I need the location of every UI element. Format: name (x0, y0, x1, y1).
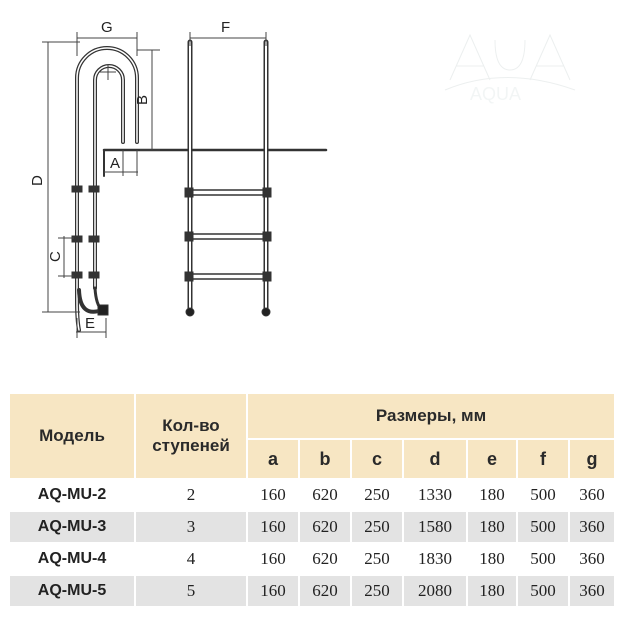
model-cell: AQ-MU-3 (9, 511, 135, 543)
dim-a: a (247, 439, 299, 479)
value-cell: 500 (517, 479, 569, 511)
steps-cell: 3 (135, 511, 247, 543)
label-b: B (134, 94, 151, 105)
value-cell: 250 (351, 511, 403, 543)
dim-b: b (299, 439, 351, 479)
label-e: E (85, 315, 96, 332)
model-cell: AQ-MU-4 (9, 543, 135, 575)
value-cell: 180 (467, 479, 517, 511)
value-cell: 1330 (403, 479, 467, 511)
header-row (9, 393, 615, 439)
label-a: A (110, 155, 121, 172)
svg-text:AQUA: AQUA (470, 84, 522, 104)
value-cell: 620 (299, 511, 351, 543)
model-cell: AQ-MU-2 (9, 479, 135, 511)
header-steps-text: Кол-во ступеней (152, 416, 230, 455)
label-c: C (47, 251, 64, 262)
value-cell: 160 (247, 543, 299, 575)
value-cell: 180 (467, 543, 517, 575)
value-cell: 1580 (403, 511, 467, 543)
steps-cell: 4 (135, 543, 247, 575)
dim-c: c (351, 439, 403, 479)
header-steps (135, 393, 247, 479)
value-cell: 180 (467, 511, 517, 543)
dim-f: f (517, 439, 569, 479)
header-model: Модель (9, 393, 135, 479)
value-cell: 2080 (403, 575, 467, 607)
value-cell: 360 (569, 575, 615, 607)
table-row (9, 543, 615, 575)
value-cell: 500 (517, 543, 569, 575)
value-cell: 160 (247, 511, 299, 543)
steps-cell: 2 (135, 479, 247, 511)
aqua-watermark (445, 35, 575, 104)
value-cell: 250 (351, 543, 403, 575)
dim-g: g (569, 439, 615, 479)
label-d: D (29, 175, 46, 186)
value-cell: 620 (299, 479, 351, 511)
value-cell: 500 (517, 575, 569, 607)
spec-table (8, 392, 616, 608)
side-dimensions (42, 32, 160, 338)
value-cell: 180 (467, 575, 517, 607)
value-cell: 1830 (403, 543, 467, 575)
value-cell: 620 (299, 575, 351, 607)
value-cell: 160 (247, 479, 299, 511)
value-cell: 360 (569, 543, 615, 575)
steps-cell: 5 (135, 575, 247, 607)
value-cell: 360 (569, 511, 615, 543)
side-view (72, 48, 326, 330)
front-view (185, 42, 271, 316)
label-g: G (101, 19, 113, 36)
label-f: F (221, 19, 231, 36)
value-cell: 360 (569, 479, 615, 511)
header-sizes: Размеры, мм (247, 393, 615, 439)
table-row (9, 479, 615, 511)
model-cell: AQ-MU-5 (9, 575, 135, 607)
value-cell: 250 (351, 479, 403, 511)
value-cell: 500 (517, 511, 569, 543)
table-row (9, 511, 615, 543)
dim-e: e (467, 439, 517, 479)
table-row (9, 575, 615, 607)
value-cell: 620 (299, 543, 351, 575)
value-cell: 250 (351, 575, 403, 607)
value-cell: 160 (247, 575, 299, 607)
dim-d: d (403, 439, 467, 479)
